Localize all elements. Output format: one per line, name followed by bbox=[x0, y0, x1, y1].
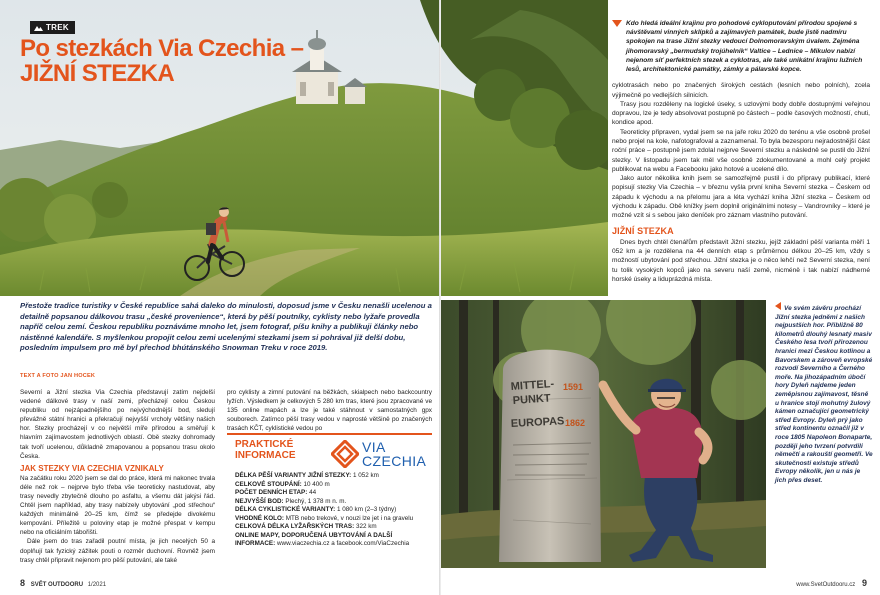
info-value: 1 052 km bbox=[353, 472, 379, 479]
stone-year1: 1591 bbox=[563, 382, 584, 392]
info-key: POČET DENNÍCH ETAP: bbox=[235, 489, 308, 496]
info-row bbox=[235, 472, 431, 481]
body-paragraph: Dále jsem do tras zařadil poutní místa, je jich necelých 50 a doplňují tak fyzický zážitek pouti o rozměr duchovní. Rovněž jsem trasy chtěl připravit nejenom pro pěší putování, ale také bbox=[20, 538, 215, 564]
body-paragraph: Teoreticky připraven, vydal jsem se na jaře roku 2020 do terénu a vše osobně prošel nebo projel na kole, nafotografoval a zaznamenal. To byla bezesporu nejradostnější část roční práce – postupně jsem zdolal nejprve Severní stezku a následně se pustil do Jižní stezky. V listopadu jsem tak měl vše osobně zdokumentované a mohl celý projekt publikovat na webu a Facebooku jako hotové a ucelené dílo. bbox=[612, 128, 870, 173]
right-article-column bbox=[612, 19, 870, 284]
info-row bbox=[235, 481, 431, 490]
triangle-marker-icon bbox=[775, 302, 781, 310]
info-value: 322 km bbox=[355, 523, 377, 530]
intro-paragraph: Přestože tradice turistiky v České republice sahá daleko do minulosti, doposud jsme v Česku nenašli ucelenou a detailně popsanou dálkovou trasu „české provenience“, která by pěší poutníky, cyklisty nebo lyžaře provedla napříč celou zemí. Českou republiku poznáváme mnoho let, jsem fotograf, píšu knihy a publikuji články nebo nástěnné kalendáře. S myšlenkou propojit celou zemi ucelenými stezkami jsem si pohrával již delší dobu, posledním impulsem pro mě byl přechod bhútánského Snowman Treku v roce 2019. bbox=[20, 301, 432, 353]
body-paragraph: Na začátku roku 2020 jsem se dal do práce, která mi nakonec trvala déle než rok – nejprve bylo třeba vše teoreticky nastudovat, aby trasy nevedly zbytečně dlouho po asfaltu, a všemu dát jakýsi řád. Chtěl jsem například, aby trasy nabízely ubytování „pod střechou“ každých minimálně 20–25 km, čímž se předejde divokému kempování. Příležitě u poloviny etap je možné přespat v kempu nebo na oficiálním tábořišti. bbox=[20, 474, 215, 537]
issue-number: 1/2021 bbox=[87, 582, 107, 588]
magazine-name: SVĚT OUTDOORU bbox=[30, 582, 84, 588]
info-value: www.viaczechia.cz a facebook.com/ViaCzechia bbox=[276, 540, 410, 547]
section-heading-jizni-stezka: JIŽNÍ STEZKA bbox=[612, 225, 674, 236]
info-key: DÉLKA CYKLISTICKÉ VARIANTY: bbox=[235, 506, 336, 513]
info-row bbox=[235, 515, 431, 524]
stone-year2: 1862 bbox=[565, 418, 586, 428]
logo-line1: VIA bbox=[362, 439, 386, 455]
info-value: 1 080 km (2–3 týdny) bbox=[337, 506, 397, 513]
triangle-marker-icon bbox=[612, 20, 622, 27]
page-number-right: 9 bbox=[861, 578, 867, 588]
photo-author-at-europe-midpoint-stone bbox=[441, 300, 766, 568]
stone-inscription-line1: MITTEL- bbox=[510, 377, 555, 393]
photo-caption bbox=[775, 302, 873, 485]
info-row bbox=[235, 523, 431, 532]
body-paragraph: pro cyklisty a zimní putování na běžkách, skialpech nebo backcountry lyžích. Výsledkem je celkových 5 280 km tras, které jsou zpracované ve 135 online mapách a lze je také stáhnout v samostatných gpx souborech. Zatímco pěší trasy vedou v naprosté většině po značených trasách KČT, cyklistické vedou po bbox=[227, 389, 432, 433]
footer-right bbox=[796, 578, 867, 588]
info-key: CELKOVÁ DÉLKA LYŽAŘSKÝCH TRAS: bbox=[235, 523, 355, 530]
logo-line2: CZECHIA bbox=[362, 453, 427, 469]
left-body-column bbox=[20, 388, 215, 565]
info-box-heading bbox=[235, 439, 296, 461]
section-badge-label: TREK bbox=[46, 23, 69, 32]
magazine-website: www.SvetOutdooru.cz bbox=[796, 582, 856, 588]
article-title bbox=[20, 36, 320, 86]
stone-inscription-line2: PUNKT bbox=[512, 392, 552, 407]
section-heading-jak-vznikaly: JAK STEZKY VIA CZECHIA VZNIKALY bbox=[20, 463, 164, 473]
via-czechia-logo-icon bbox=[331, 440, 359, 468]
body-paragraph: Trasy jsou rozděleny na logické úseky, s uzlovými body dobře dostupnými veřejnou dopravou, lze je tedy absolvovat postupně po částech – podle časových možností, chuti, kondice apod. bbox=[612, 100, 870, 127]
info-value: 10 400 m bbox=[303, 480, 330, 488]
info-row bbox=[235, 532, 431, 549]
article-title-line2: JIŽNÍ STEZKA bbox=[20, 60, 175, 87]
mountain-icon bbox=[34, 24, 43, 31]
middle-body-column bbox=[227, 388, 432, 433]
body-paragraph: Severní a Jižní stezka Via Czechia představují zatím nejdelší vedené dálkové trasy v naší zemi, přecházejí celou Českou republiku od nejzápadnějšího po nejvýchodnější bod, sledují převážně státní hranici a překračují nejvyšší vrcholy většiny našich hor. Stezky procházejí v co největší míře přírodou a směřují k hlavním zajímavostem jednotlivých oblastí. Obě stezky dohromady tak tvoří ucelenou, důkladně zmapovanou a popsanou trasu okolo Česka. bbox=[20, 389, 215, 460]
info-row bbox=[235, 489, 431, 498]
body-paragraph: Jako autor několika knih jsem se samozřejmě pustil i do přípravy publikací, které popisují stezky Via Czechia – v březnu vyšla první kniha Severní stezka – Českem od západu k východu a na přelomu jara a léta vychází kniha Jižní stezka – Českem od východu k západu. Obě knížky jsem doplnil originálními notesy – Vandrovníky – které je možné vzít si s sebou jako deníček pro záznam vlastního putování. bbox=[612, 175, 870, 220]
info-box-heading-line1: PRAKTICKÉ bbox=[235, 439, 294, 450]
info-row bbox=[235, 498, 431, 507]
info-key: NEJVYŠŠÍ BOD: bbox=[235, 497, 284, 505]
via-czechia-logo bbox=[331, 438, 429, 470]
info-key: DÉLKA PĚŠÍ VARIANTY JIŽNÍ STEZKY: bbox=[235, 472, 352, 479]
page-number-left: 8 bbox=[20, 578, 26, 588]
info-key: VHODNÉ KOLO: bbox=[235, 514, 284, 522]
author-byline: TEXT A FOTO JAN HOCEK bbox=[20, 373, 96, 379]
info-value: MTB nebo trekové, v nouzi lze jet i na gravelu bbox=[285, 514, 414, 522]
info-list bbox=[235, 472, 431, 549]
body-paragraph: cyklotrasách nebo po značených širokých cestách (lesních nebo polních), zcela výjimečně po vedlejších silnicích. bbox=[612, 82, 870, 99]
info-row bbox=[235, 506, 431, 515]
info-value: 44 bbox=[309, 489, 317, 496]
section-badge-trek bbox=[30, 21, 75, 34]
via-czechia-logo-text bbox=[362, 440, 426, 468]
photo-caption-text: Ve svém závěru prochází Jižní stezka jedněmi z našich nejpustších hor. Přibližně 80 kilometrů dlouhý lesnatý masiv Českého lesa tvoří přirozenou hranici mezi Českou kotlinou a Bavorskem a zároveň evropské rozvodí Severního a Černého moře. Na jihozápadním úbočí hory Dyleň najdeme jeden zeměpisnou zajímavost, těsně u hranice stojí mohutný žulový kámen označující geometrický střed Evropy. Dyleň prý jako střed kontinentu označil již v roce 1805 Napoleon Bonaparte, později jeho tvrzení potvrdili němečtí a rakouští geometři. Ve skutečnosti existuje středů Evropy několik, jen u nás je jich přes deset. bbox=[775, 305, 873, 484]
info-box-heading-line2: INFORMACE bbox=[235, 450, 296, 461]
info-value: Plechý, 1 378 m n. m. bbox=[285, 497, 347, 505]
article-title-line1: Po stezkách Via Czechia – bbox=[20, 35, 304, 62]
info-key: CELKOVÉ STOUPÁNÍ: bbox=[235, 480, 302, 488]
lead-paragraph bbox=[612, 19, 870, 74]
practical-info-box bbox=[227, 433, 432, 567]
footer-left bbox=[20, 578, 106, 588]
body-paragraph: Dnes bych chtěl čtenářům představit Jižní stezku, jejíž základní pěší varianta měří 1 052 km a je rozdělena na 44 denních etap s průměrnou délkou 20–25 km, vždy s možností ubytování pod střechou. Jižní stezka je o něco lehčí než Severní stezka, není tu tolik vysokých kopců jako na severu naší země, nicméně i tak nabízí nádherné horské úseky a liduprázdná místa. bbox=[612, 238, 870, 283]
lead-text: Kdo hledá ideální krajinu pro pohodové cykloputování přírodou spojené s návštěvami vinných sklípků a zajímavých památek, bude jistě nadmíru spokojen na trase Jižní stezky vedoucí Dolnomoravským úvalem. Zejména jihomoravský „bermudský trojúhelník“ Valtice – Lednice – Mikulov nabízí nejenom síť perfektních stezek a cyklotras, ale také unikátní krajinu lužních lesů, architektonické památky, zámky a pálavské kopce. bbox=[626, 20, 863, 74]
stone-inscription-line3: EUROPAS bbox=[510, 415, 565, 430]
info-key: ONLINE MAPY, DOPORUČENÁ UBYTOVÁNÍ A DALŠÍ INFORMACE: bbox=[235, 531, 393, 547]
